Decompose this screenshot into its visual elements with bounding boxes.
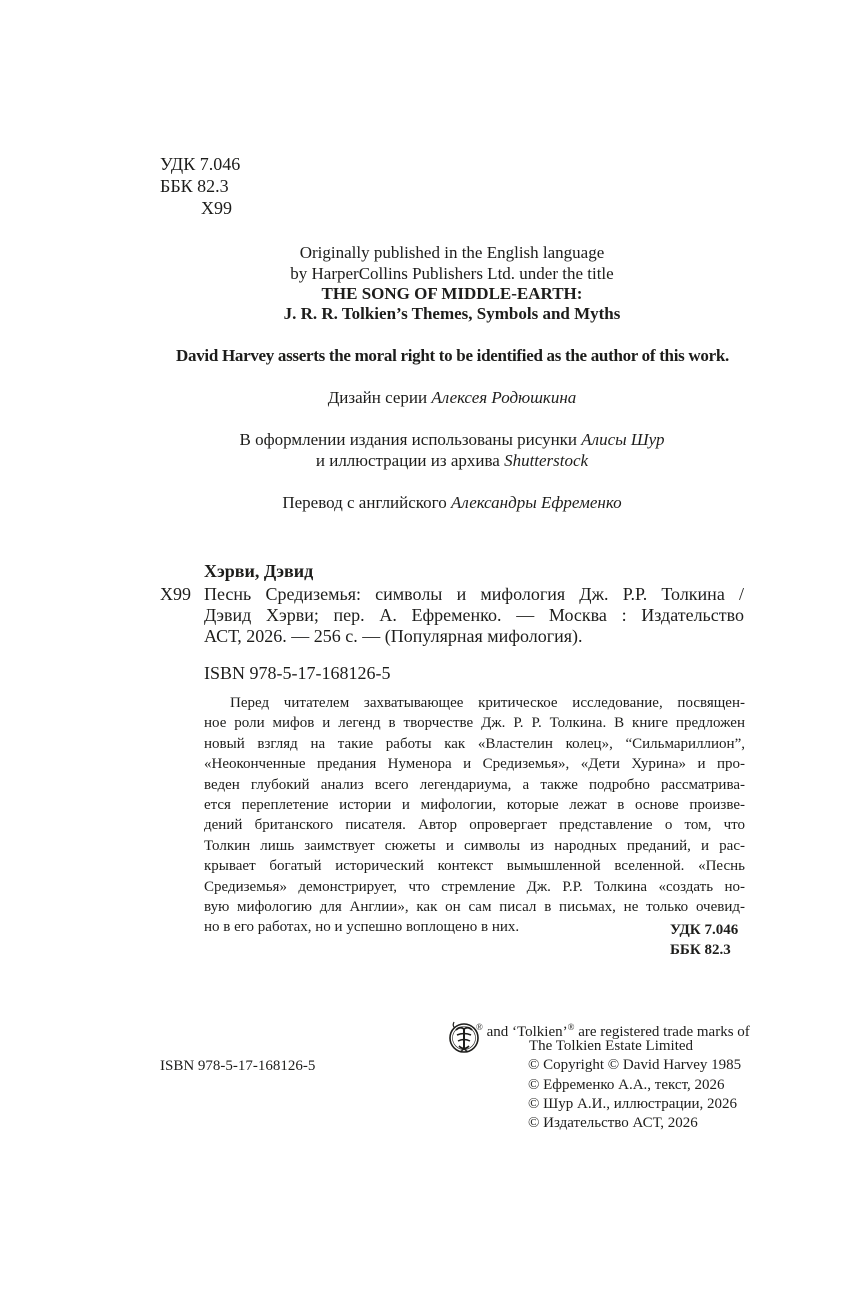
- illustrations-name-2: Shutterstock: [504, 451, 589, 470]
- annotation-line: Толкин лишь заимствует сюжеты и символы из народных преданий, и рас-: [204, 837, 745, 854]
- annotation-line: «Неоконченные предания Нуменора и Средиземья», «Дети Хурина» и про-: [204, 756, 745, 773]
- bbk-code: ББК 82.3: [160, 176, 229, 196]
- annotation-udk: УДК 7.046: [670, 922, 739, 938]
- illustrations-label-1: В оформлении издания использованы рисунки: [239, 430, 582, 449]
- illustrations-name-1: Алисы Шур: [581, 430, 665, 449]
- author-sign: Х99: [201, 198, 232, 218]
- trademark-text: and ‘Tolkien’: [486, 1024, 568, 1040]
- original-line-2: by HarperCollins Publishers Ltd. under the title: [290, 264, 614, 283]
- catalog-description: [204, 584, 744, 647]
- annotation-bbk: ББК 82.3: [670, 942, 731, 958]
- trademark-text-rest: are registered trade marks of: [574, 1024, 750, 1040]
- original-title-1: THE SONG OF MIDDLE-EARTH:: [321, 284, 583, 303]
- original-title-2: J. R. R. Tolkien’s Themes, Symbols and Myths: [283, 304, 621, 323]
- registered-mark: ®: [476, 1022, 483, 1032]
- annotation-line: Средиземья» демонстрирует, что стремление Дж. Р.Р. Толкина «создать но-: [204, 878, 745, 895]
- udk-code: УДК 7.046: [160, 154, 241, 174]
- catalog-desc-line: Песнь Средиземья: символы и мифология Дж. Р.Р. Толкина /: [204, 584, 744, 604]
- translation-credit: [0, 493, 844, 513]
- annotation-line: новый взгляд на такие работы как «Властелин колец», “Сильмариллион”,: [204, 735, 745, 752]
- illustrations-credit-2: [0, 451, 844, 471]
- catalog-desc-line: АСТ, 2026. — 256 с. — (Популярная мифология).: [204, 626, 583, 646]
- copyright-line: © Ефременко А.А., текст, 2026: [528, 1077, 725, 1093]
- design-credit: [0, 388, 844, 408]
- trademark-line-2: The Tolkien Estate Limited: [529, 1038, 694, 1054]
- catalog-author: Хэрви, Дэвид: [204, 561, 314, 581]
- annotation-line: веден глубокий анализ всего легендариума, а также подробно рассматрива-: [204, 776, 745, 793]
- catalog-sign: Х99: [160, 584, 191, 604]
- illustrations-credit-1: [0, 430, 844, 450]
- annotation-line: вую мифологию для Англии», как он сам писал в письмах, не только очевид-: [204, 899, 745, 916]
- copyright-line: © Шур А.И., иллюстрации, 2026: [528, 1096, 738, 1112]
- copyright-line: © Copyright © David Harvey 1985: [528, 1057, 742, 1073]
- annotation: [204, 693, 745, 938]
- original-line-1: Originally published in the English language: [299, 243, 605, 262]
- annotation-line: но в его работах, но и успешно воплощено в них.: [204, 919, 520, 936]
- design-label: Дизайн серии: [327, 388, 432, 407]
- annotation-line: крывает богатый исторический контекст вымышленной вселенной. «Песнь: [204, 858, 745, 875]
- annotation-line: Перед читателем захватывающее критическое исследование, посвящен-: [230, 695, 745, 711]
- design-name: Алексея Родюшкина: [431, 388, 577, 407]
- catalog-desc-line: Дэвид Хэрви; пер. А. Ефременко. — Москва : Издательство: [204, 605, 744, 625]
- annotation-line: ное роли мифов и легенд в творчестве Дж. Р. Р. Толкина. В книге предложен: [204, 715, 745, 732]
- copyright-line: © Издательство АСТ, 2026: [528, 1115, 698, 1131]
- footer-isbn: ISBN 978-5-17-168126-5: [160, 1058, 316, 1074]
- catalog-isbn: ISBN 978-5-17-168126-5: [204, 663, 391, 683]
- moral-right-statement: David Harvey asserts the moral right to be identified as the author of this work.: [176, 346, 729, 365]
- annotation-line: дений британского писателя. Автор опровергает представление о том, что: [204, 817, 745, 834]
- annotation-line: ется переплетение истории и мифологии, которые лежат в основе произве-: [204, 797, 745, 814]
- translation-label: Перевод с английского: [282, 493, 451, 512]
- illustrations-label-2: и иллюстрации из архива: [315, 451, 505, 470]
- registered-mark: ®: [567, 1022, 575, 1032]
- translation-name: Александры Ефременко: [450, 493, 622, 512]
